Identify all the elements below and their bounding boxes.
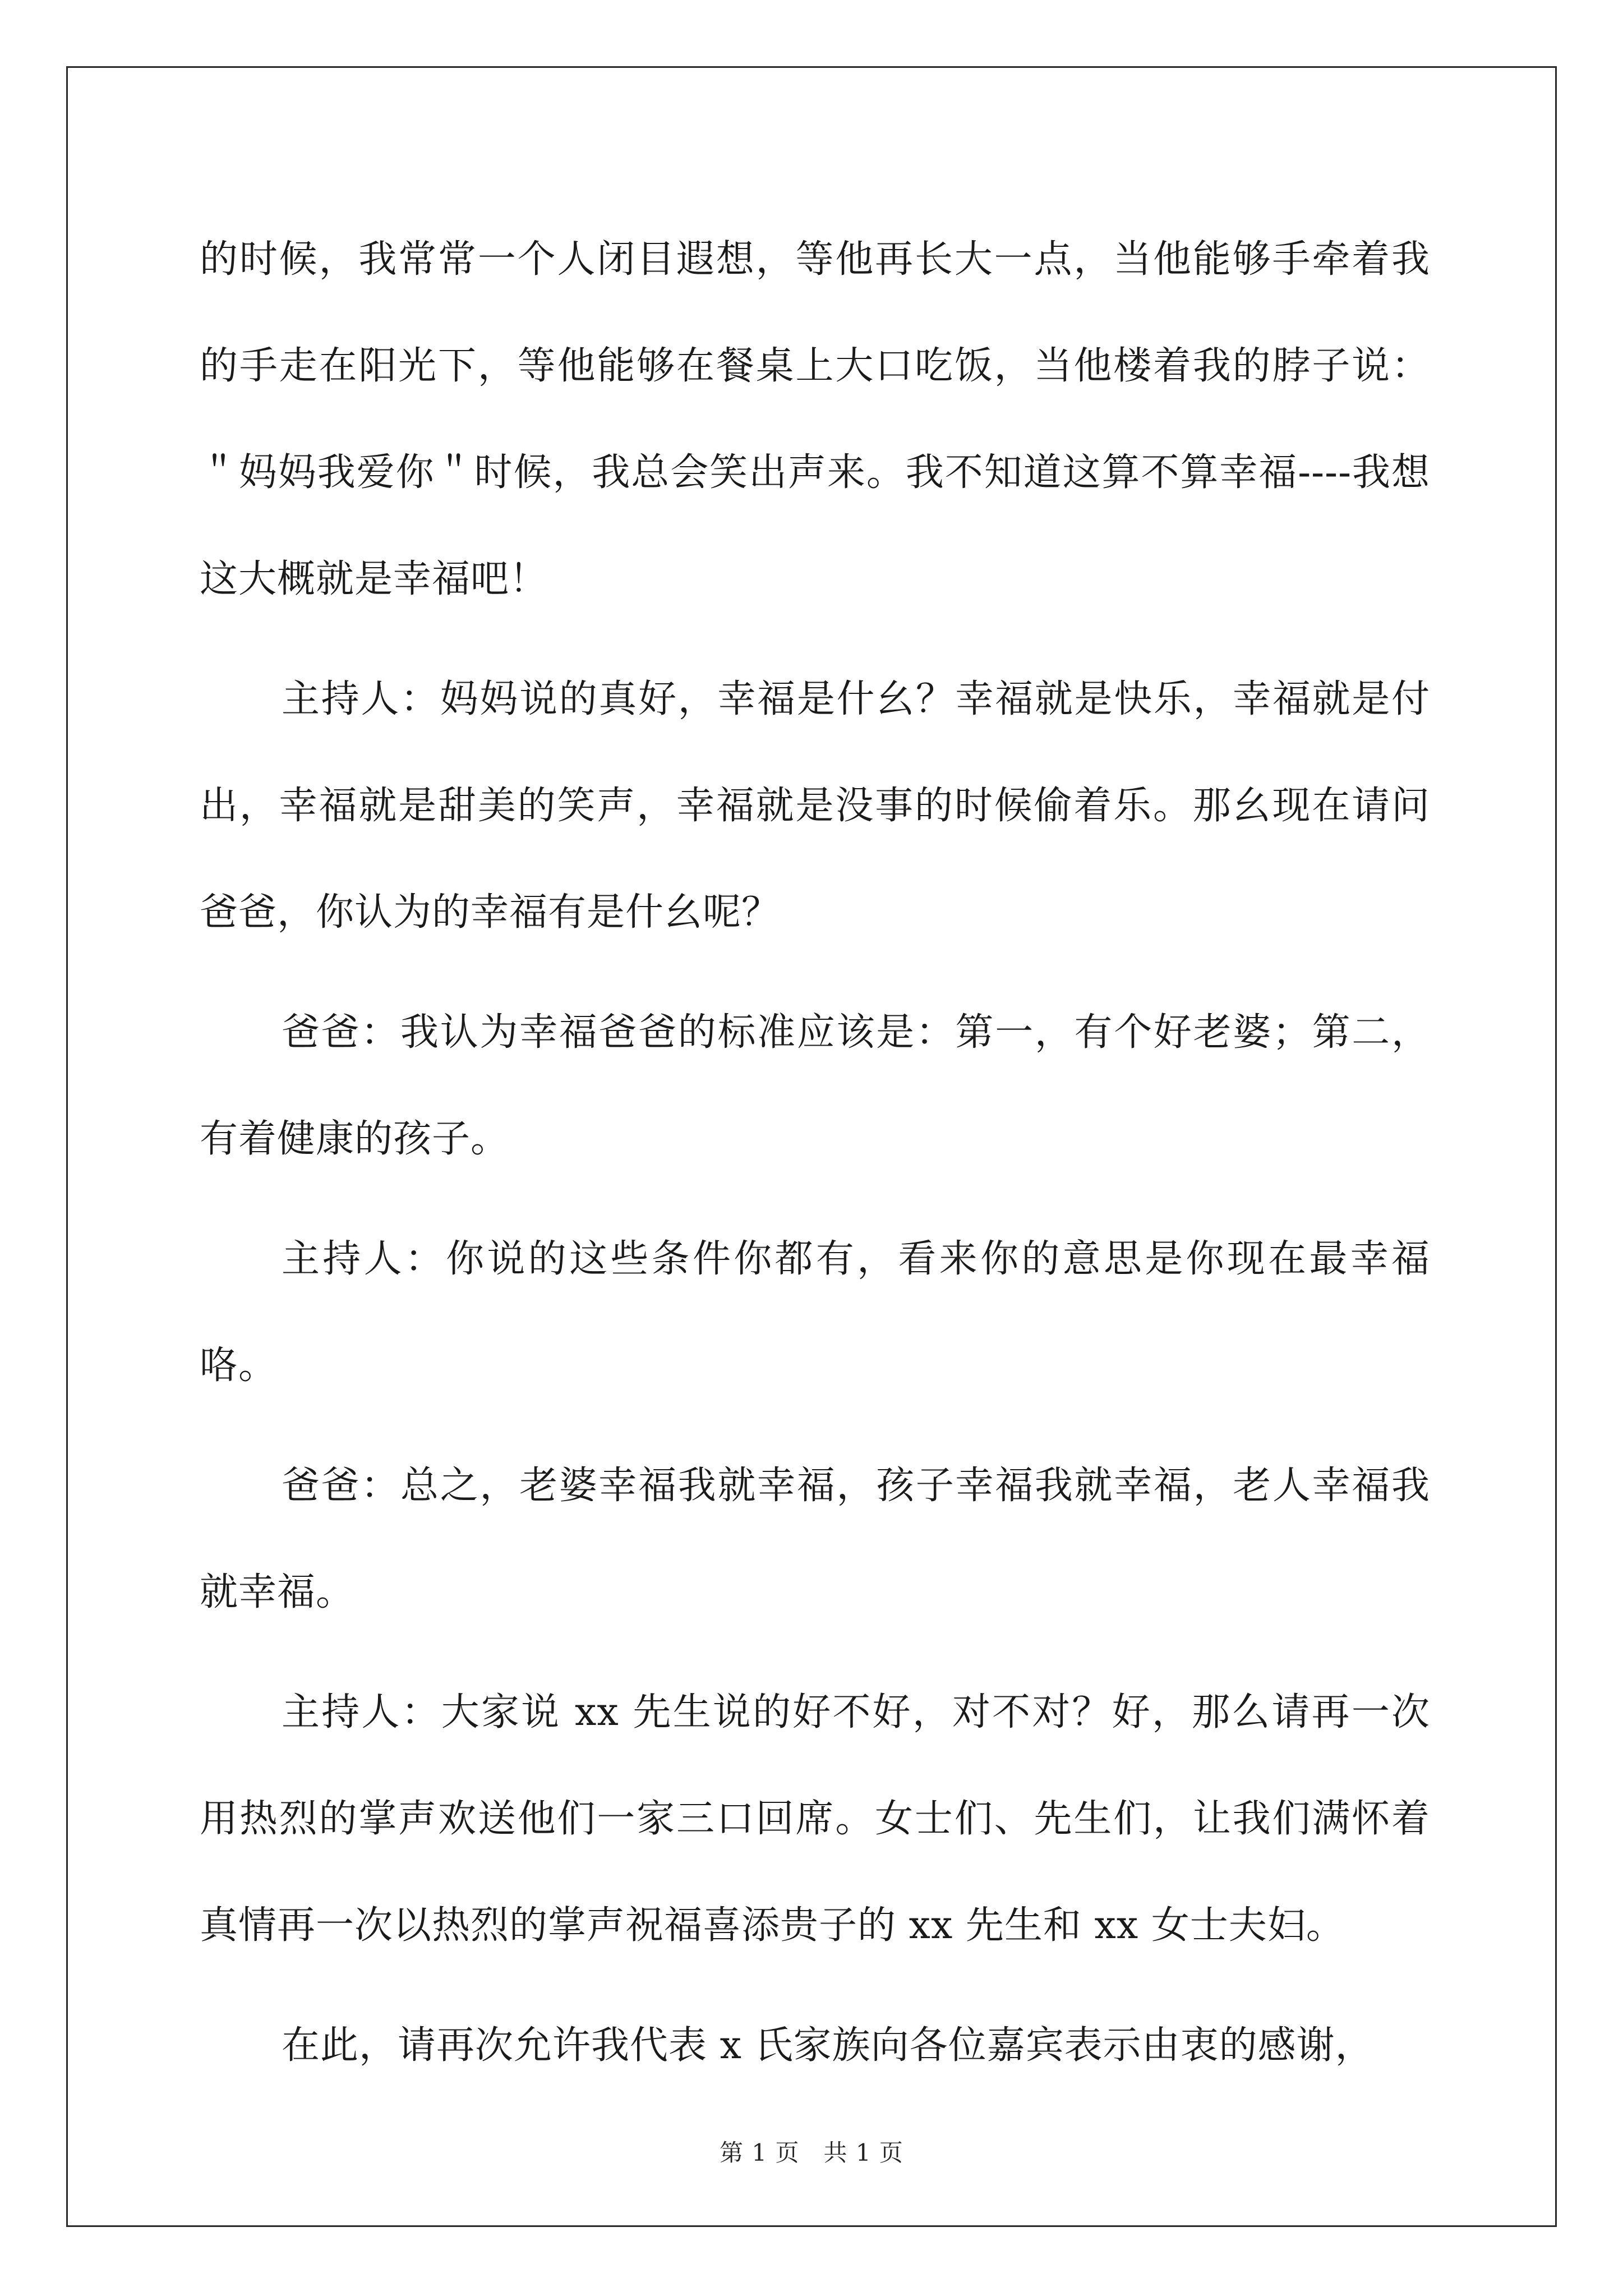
paragraph-1: 的时候，我常常一个人闭目遐想，等他再长大一点，当他能够手牵着我的手走在阳光下，等他能够在餐桌上大口吃饭，当他楼着我的脖子说：＂妈妈我爱你＂时候，我总会笑出声来。我不知道这算不算幸福----我想这大概就是幸福吧！ [200, 237, 1430, 601]
document-body [200, 206, 1430, 2113]
paragraph-5: 爸爸：总之，老婆幸福我就幸福，孩子幸福我就幸福，老人幸福我就幸福。 [200, 1464, 1430, 1614]
paragraph-6: 主持人：大家说 xx 先生说的好不好，对不对？好，那么请再一次用热烈的掌声欢送他们一家三口回席。女士们、先生们，让我们满怀着真情再一次以热烈的掌声祝福喜添贵子的 xx 先生和 xx 女士夫妇。 [200, 1690, 1430, 1948]
paragraph-2: 主持人：妈妈说的真好，幸福是什幺？幸福就是快乐，幸福就是付出，幸福就是甜美的笑声，幸福就是没事的时候偷着乐。那幺现在请问爸爸，你认为的幸福有是什幺呢？ [200, 677, 1430, 935]
paragraph-4: 主持人：你说的这些条件你都有，看来你的意思是你现在最幸福咯。 [200, 1237, 1430, 1388]
paragraph-7: 在此，请再次允许我代表 x 氏家族向各位嘉宾表示由衷的感谢， [282, 2023, 1374, 2068]
page-number-footer: 第 1 页 共 1 页 [720, 2139, 903, 2166]
paragraph-3: 爸爸：我认为幸福爸爸的标准应该是：第一，有个好老婆；第二，有着健康的孩子。 [200, 1010, 1430, 1161]
